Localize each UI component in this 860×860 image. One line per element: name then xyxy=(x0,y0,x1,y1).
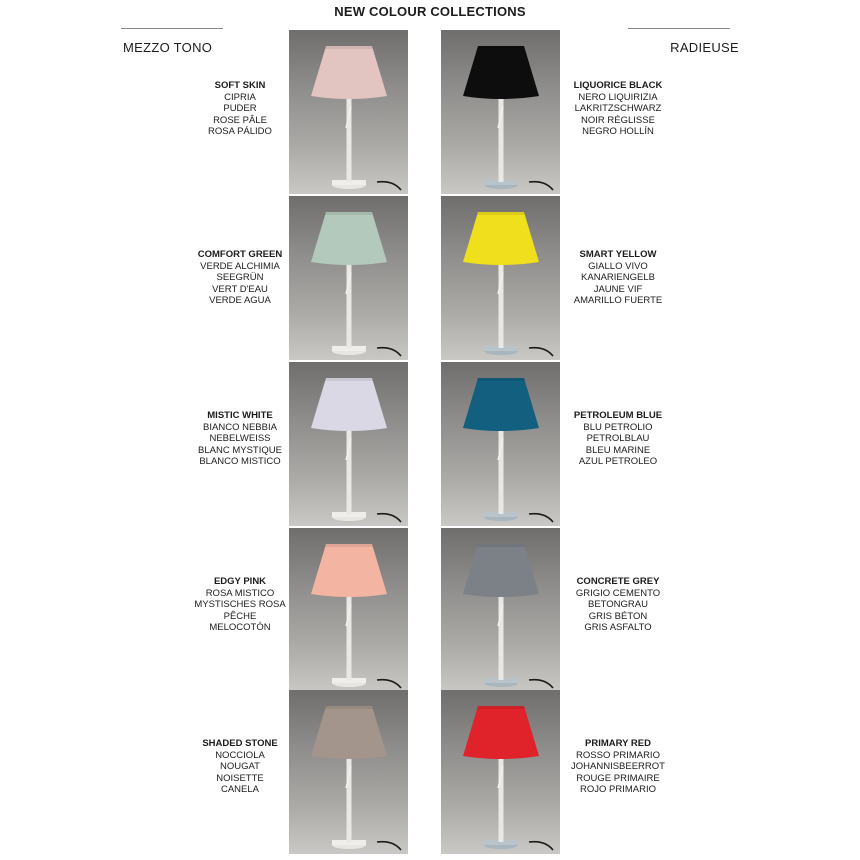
colour-translation: ROJO PRIMARIO xyxy=(579,784,656,795)
colour-label xyxy=(560,576,676,634)
colour-name: LIQUORICE BLACK xyxy=(573,80,663,91)
colour-label xyxy=(190,249,290,307)
colour-translation: BLU PETROLIO xyxy=(583,421,653,433)
page-title: NEW COLOUR COLLECTIONS xyxy=(334,4,526,19)
colour-translation: NEGRO HOLLÍN xyxy=(582,126,654,137)
colour-translation: ROUGE PRIMAIRE xyxy=(576,772,660,784)
colour-name: EDGY PINK xyxy=(213,576,267,587)
colour-translation: VERDE ALCHIMIA xyxy=(200,260,280,272)
lamp-photo xyxy=(289,196,408,360)
colour-translation: LAKRITZSCHWARZ xyxy=(574,103,662,114)
colour-name: MISTIC WHITE xyxy=(207,410,273,421)
colour-translation: KANARIENGELB xyxy=(581,272,655,283)
colour-label xyxy=(560,249,676,307)
colour-label xyxy=(560,80,676,138)
lamp-image xyxy=(289,528,408,692)
lamp-photo xyxy=(441,196,560,360)
colour-name: PETROLEUM BLUE xyxy=(573,410,663,421)
colour-translation: CIPRIA xyxy=(224,91,256,103)
colour-translation: GRIGIO CEMENTO xyxy=(575,587,661,599)
colour-translation: BLEU MARINE xyxy=(585,444,651,456)
colour-translation: MELOCOTÓN xyxy=(209,622,271,633)
colour-translation: JAUNE VIF xyxy=(593,283,643,295)
colour-translation: ROSSO PRIMARIO xyxy=(576,749,660,761)
lamp-image xyxy=(441,196,560,360)
colour-translation: ROSA PÁLIDO xyxy=(208,126,272,137)
right-header-rule xyxy=(628,28,730,29)
colour-name: PRIMARY RED xyxy=(585,738,651,749)
colour-translation: PETROLBLAU xyxy=(586,433,650,444)
colour-label xyxy=(560,410,676,468)
lamp-image xyxy=(441,30,560,194)
colour-translation: PÊCHE xyxy=(223,610,257,622)
colour-translation: JOHANNISBEERROT xyxy=(571,761,665,772)
colour-name: SHADED STONE xyxy=(202,738,278,749)
lamp-photo xyxy=(441,528,560,692)
lamp-photo xyxy=(289,690,408,854)
colour-label xyxy=(190,576,290,634)
lamp-image xyxy=(289,196,408,360)
colour-label xyxy=(560,738,676,796)
colour-translation: NOISETTE xyxy=(216,772,264,784)
colour-label xyxy=(190,410,290,468)
lamp-photo xyxy=(441,362,560,526)
colour-translation: BLANC MYSTIQUE xyxy=(198,444,282,456)
lamp-image xyxy=(289,690,408,854)
colour-translation: MYSTISCHES ROSA xyxy=(194,599,286,610)
colour-translation: NERO LIQUIRIZIA xyxy=(578,91,658,103)
colour-label xyxy=(190,80,290,138)
lamp-photo xyxy=(441,30,560,194)
lamp-image xyxy=(441,528,560,692)
colour-translation: NOCCIOLA xyxy=(215,749,265,761)
colour-translation: NOUGAT xyxy=(220,761,260,772)
colour-translation: AZUL PETROLEO xyxy=(578,456,658,467)
left-header-rule xyxy=(121,28,223,29)
colour-name: COMFORT GREEN xyxy=(197,249,283,260)
colour-name: SOFT SKIN xyxy=(214,80,266,91)
lamp-image xyxy=(441,690,560,854)
colour-translation: SEEGRÜN xyxy=(216,272,264,283)
colour-translation: VERT D'EAU xyxy=(212,283,268,295)
colour-translation: NEBELWEISS xyxy=(209,433,271,444)
colour-translation: BETONGRAU xyxy=(587,599,648,610)
colour-label xyxy=(190,738,290,796)
colour-name: CONCRETE GREY xyxy=(576,576,660,587)
lamp-photo xyxy=(289,30,408,194)
lamp-photo xyxy=(441,690,560,854)
colour-translation: GIALLO VIVO xyxy=(588,260,648,272)
colour-translation: ROSE PÂLE xyxy=(213,114,267,126)
lamp-photo xyxy=(289,362,408,526)
colour-translation: BLANCO MISTICO xyxy=(199,456,281,467)
lamp-image xyxy=(289,30,408,194)
lamp-image xyxy=(441,362,560,526)
radieuse-heading: RADIEUSE xyxy=(670,40,739,55)
colour-name: SMART YELLOW xyxy=(579,249,657,260)
colour-translation: GRIS ASFALTO xyxy=(584,622,652,633)
colour-translation: PUDER xyxy=(223,103,257,114)
colour-translation: BIANCO NEBBIA xyxy=(203,421,277,433)
colour-translation: VERDE AGUA xyxy=(209,295,271,306)
lamp-image xyxy=(289,362,408,526)
colour-translation: NOIR RÉGLISSE xyxy=(581,114,655,126)
colour-translation: AMARILLO FUERTE xyxy=(573,295,663,306)
colour-translation: GRIS BÉTON xyxy=(588,610,648,622)
colour-translation: ROSA MISTICO xyxy=(205,587,275,599)
lamp-photo xyxy=(289,528,408,692)
mezzo-tono-heading: MEZZO TONO xyxy=(123,40,213,55)
colour-translation: CANELA xyxy=(220,784,259,795)
